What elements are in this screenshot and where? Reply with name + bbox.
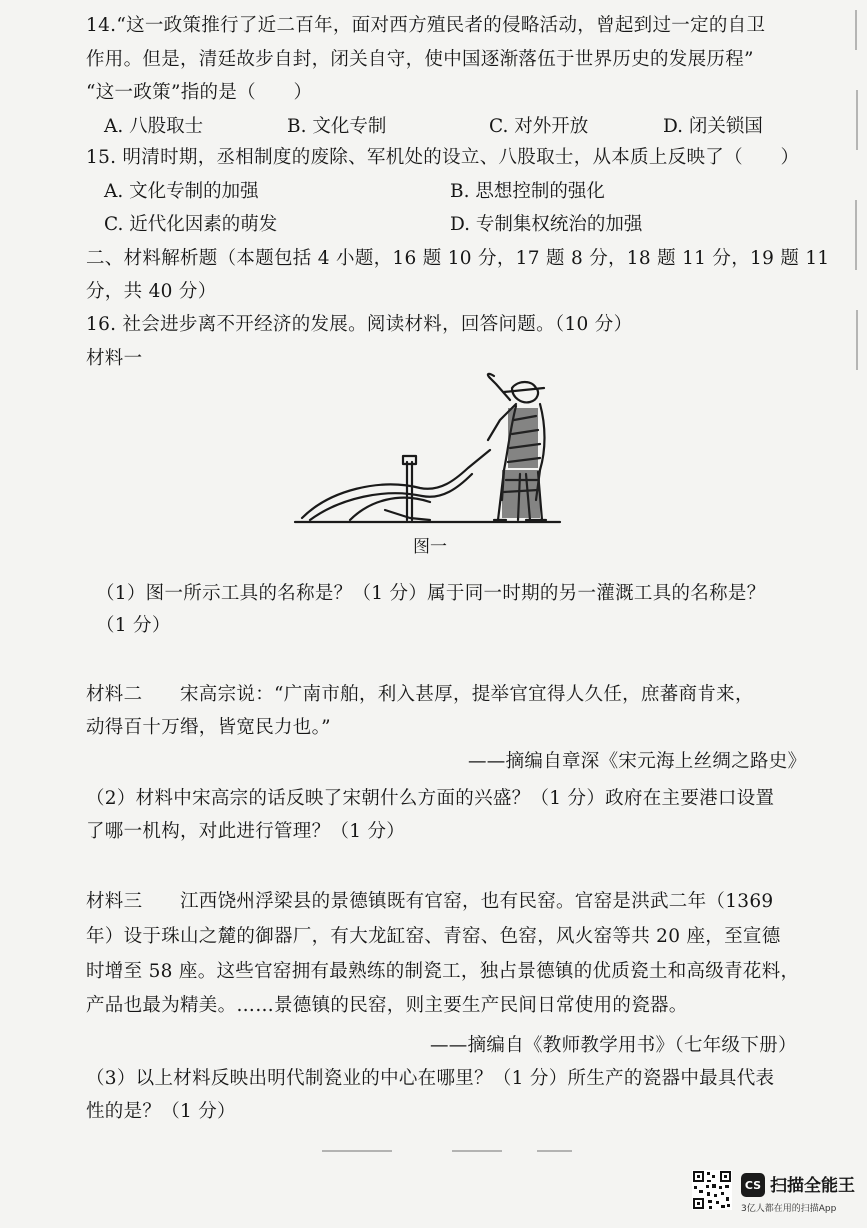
q16-sub3-line-2: 性的是？（1 分） xyxy=(86,1101,236,1122)
q15-option-c: C. 近代化因素的萌发 xyxy=(104,214,278,235)
q14-option-c: C. 对外开放 xyxy=(489,116,589,137)
plough-farmer-illustration xyxy=(290,370,580,530)
q14-option-d: D. 闭关锁国 xyxy=(663,116,763,137)
material-3-line-3: 时增至 58 座。这些官窑拥有最熟练的制瓷工，独占景德镇的优质瓷土和高级青花料， xyxy=(86,961,800,982)
q16-sub1-line-2: （1 分） xyxy=(96,615,171,636)
q14-line-2: 作用。但是，清廷故步自封，闭关自守，使中国逐渐落伍于世界历史的发展历程” xyxy=(86,49,754,70)
material-3-source: ——摘编自《教师教学用书》（七年级下册） xyxy=(430,1035,797,1056)
camscanner-slogan: 3亿人都在用的扫描App xyxy=(741,1204,837,1214)
material-3-line-4: 产品也最为精美。……景德镇的民窑，则主要生产民间日常使用的瓷器。 xyxy=(86,995,688,1016)
q15-option-b: B. 思想控制的强化 xyxy=(450,181,605,202)
q15-line-1: 15. 明清时期，丞相制度的废除、军机处的设立、八股取士，从本质上反映了（ ） xyxy=(86,147,800,168)
section2-heading-line-1: 二、材料解析题（本题包括 4 小题，16 题 10 分，17 题 8 分，18 题 11 分，19 题 11 xyxy=(86,248,830,269)
q16-sub2-line-1: （2）材料中宋高宗的话反映了宋朝什么方面的兴盛？（1 分）政府在主要港口设置 xyxy=(86,788,775,809)
material-2-line-2: 动得百十万缗，皆宽民力也。” xyxy=(86,717,331,738)
q14-line-1: 14.“这一政策推行了近二百年，面对西方殖民者的侵略活动，曾起到过一定的自卫 xyxy=(86,15,766,36)
camscanner-app-name: 扫描全能王 xyxy=(770,1176,855,1196)
q16-intro: 16. 社会进步离不开经济的发展。阅读材料，回答问题。（10 分） xyxy=(86,314,633,335)
material-2-line-1: 材料二 宋高宗说：“广南市舶，利入甚厚，提举官宜得人久任，庶蕃商肯来， xyxy=(86,684,754,705)
material-3-line-1: 材料三 江西饶州浮梁县的景德镇既有官窑，也有民窑。官窑是洪武二年（1369 xyxy=(86,891,774,912)
material-2-source: ——摘编自章深《宋元海上丝绸之路史》 xyxy=(468,751,807,772)
camscanner-logo: CS xyxy=(741,1173,765,1197)
q15-option-d: D. 专制集权统治的加强 xyxy=(450,214,643,235)
q14-line-3: “这一政策”指的是（ ） xyxy=(86,82,313,103)
q16-sub3-line-1: （3）以上材料反映出明代制瓷业的中心在哪里？（1 分）所生产的瓷器中最具代表 xyxy=(86,1068,775,1089)
q14-option-a: A. 八股取士 xyxy=(104,116,204,137)
scan-edge-noise xyxy=(852,0,862,400)
figure-1-caption: 图一 xyxy=(413,537,447,557)
material-3-line-2: 年）设于珠山之麓的御器厂，有大龙缸窑、青窑、色窑，风火窑等共 20 座，至宣德 xyxy=(86,926,781,947)
material-1-label: 材料一 xyxy=(86,348,143,369)
qr-code-icon xyxy=(692,1170,732,1210)
q14-option-b: B. 文化专制 xyxy=(287,116,387,137)
section2-heading-line-2: 分，共 40 分） xyxy=(86,281,217,302)
scan-smudge xyxy=(322,1146,582,1156)
q16-sub2-line-2: 了哪一机构，对此进行管理？（1 分） xyxy=(86,821,406,842)
q15-option-a: A. 文化专制的加强 xyxy=(104,181,259,202)
q16-sub1-line-1: （1）图一所示工具的名称是？（1 分）属于同一时期的另一灌溉工具的名称是？ xyxy=(96,583,766,604)
